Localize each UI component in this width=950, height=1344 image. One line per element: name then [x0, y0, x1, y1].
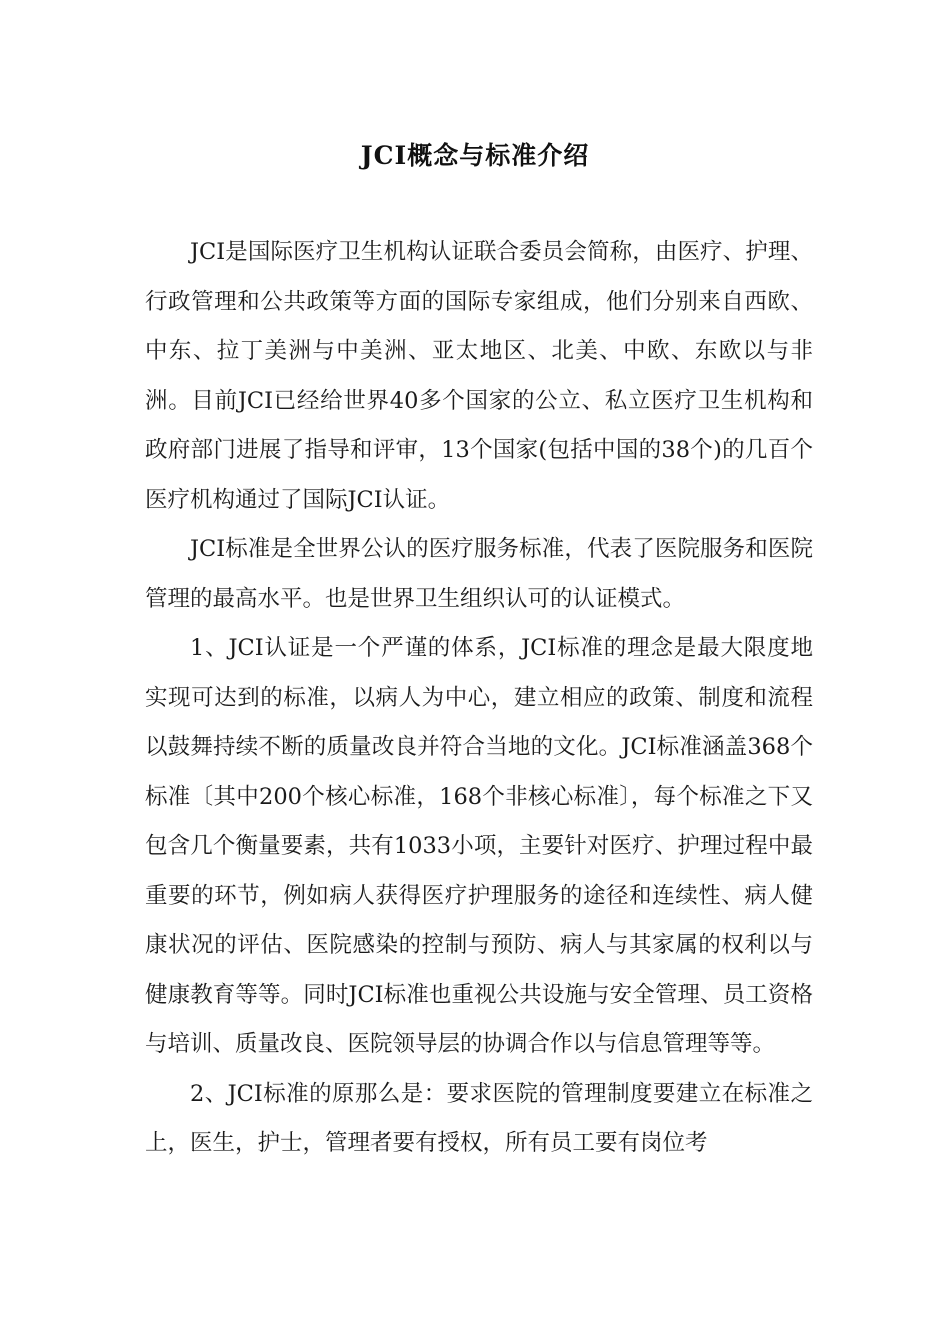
paragraph-jci-intro: JCI是国际医疗卫生机构认证联合委员会简称，由医疗、护理、行政管理和公共政策等方面的国际专家组成，他们分别来自西欧、中东、拉丁美洲与中美洲、亚太地区、北美、中欧、东欧以与非洲。目前JCI已经给世界40多个国家的公立、私立医疗卫生机构和政府部门进展了指导和评审，13个国家(包括中国的38个)的几百个医疗机构通过了国际JCI认证。	[145, 239, 813, 513]
paragraph-point-2: 2、JCI标准的原那么是：要求医院的管理制度要建立在标准之上，医生，护士，管理者要有授权，所有员工要有岗位考	[145, 1080, 813, 1156]
paragraph-point-1: 1、JCI认证是一个严谨的体系，JCI标准的理念是最大限度地实现可达到的标准，以病人为中心，建立相应的政策、制度和流程以鼓舞持续不断的质量改良并符合当地的文化。JCI标准涵盖368个标准〔其中200个核心标准，168个非核心标准〕，每个标准之下又包含几个衡量要素，共有1033小项，主要针对医疗、护理过程中最重要的环节，例如病人获得医疗护理服务的途径和连续性、病人健康状况的评估、医院感染的控制与预防、病人与其家属的权利以与健康教育等等。同时JCI标准也重视公共设施与安全管理、员工资格与培训、质量改良、医院领导层的协调合作以与信息管理等等。	[145, 635, 813, 1057]
paragraph-jci-standard: JCI标准是全世界公认的医疗服务标准，代表了医院服务和医院管理的最高水平。也是世界卫生组织认可的认证模式。	[145, 536, 813, 612]
document-title: JCI概念与标准介绍	[360, 141, 590, 170]
document-body	[145, 228, 813, 1169]
